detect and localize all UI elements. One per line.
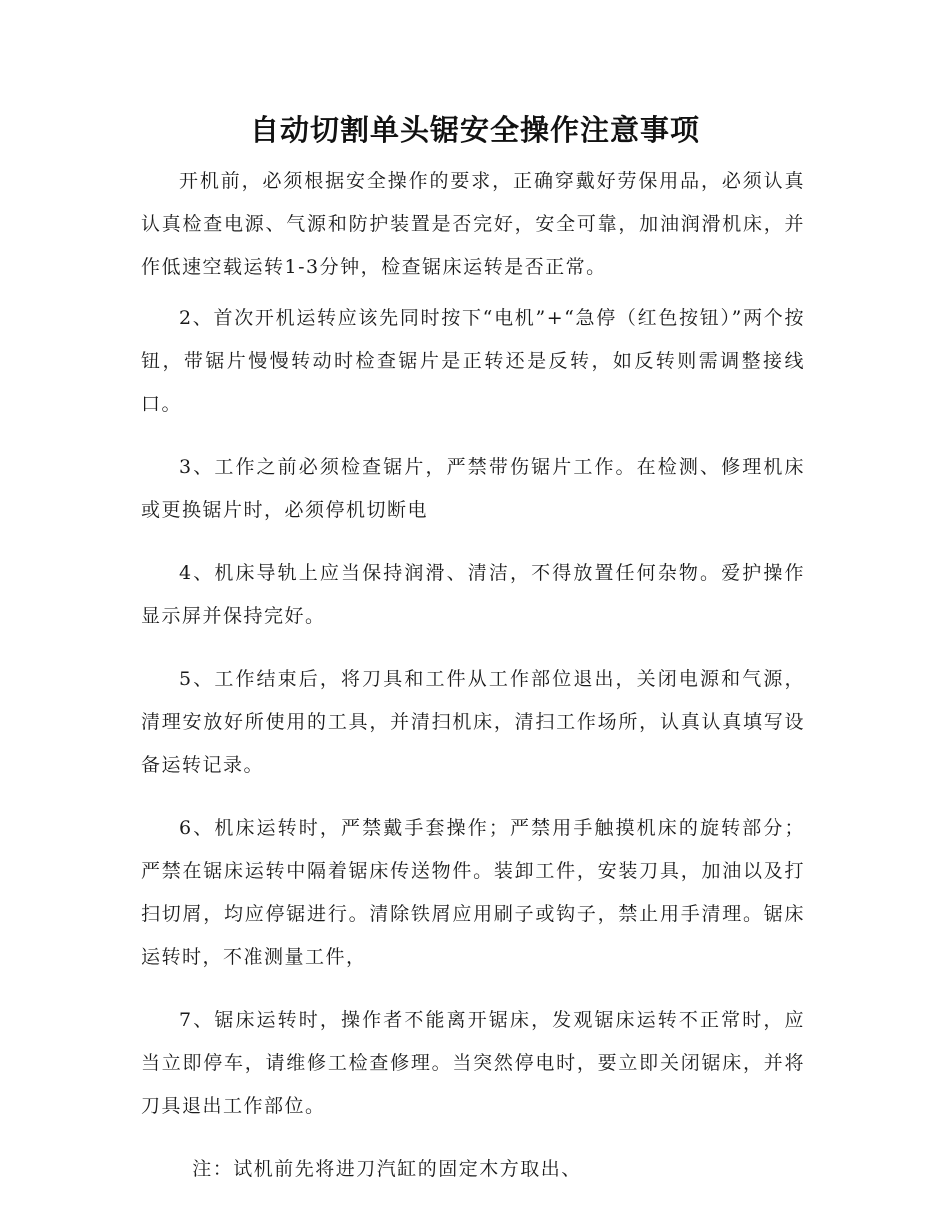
document-title: 自动切割单头锯安全操作注意事项 [249,113,700,147]
paragraph-7: 7、锯床运转时，操作者不能离开锯床，发观锯床运转不正常时，应当立即停车，请维修工检查修理。当突然停电时，要立即关闭锯床，并将刀具退出工作部位。 [141,1009,805,1117]
note-text: 注：试机前先将进刀汽缸的固定木方取出、 [192,1158,582,1180]
paragraph-6: 6、机床运转时，严禁戴手套操作；严禁用手触摸机床的旋转部分；严禁在锯床运转中隔着锯床传送物件。装卸工件，安装刀具，加油以及打扫切屑，均应停锯进行。清除铁屑应用刷子或钩子，禁止用手清理。锯床运转时，不准测量工件， [141,817,805,968]
paragraph-intro: 开机前，必须根据安全操作的要求，正确穿戴好劳保用品，必须认真认真检查电源、气源和防护装置是否完好，安全可靠，加油润滑机床，并作低速空载运转1-3分钟，检查锯床运转是否正常。 [141,170,805,278]
paragraph-3: 3、工作之前必须检查锯片，严禁带伤锯片工作。在检测、修理机床或更换锯片时，必须停机切断电 [141,456,805,521]
paragraph-5: 5、工作结束后，将刀具和工件从工作部位退出，关闭电源和气源，清理安放好所使用的工具，并清扫机床，清扫工作场所，认真认真填写设备运转记录。 [141,668,805,776]
document-body [141,160,805,1211]
paragraph-2: 2、首次开机运转应该先同时按下“电机”+“急停（红色按钮）”两个按钮，带锯片慢慢转动时检查锯片是正转还是反转，如反转则需调整接线口。 [141,307,805,415]
paragraph-4: 4、机床导轨上应当保持润滑、清洁，不得放置任何杂物。爱护操作显示屏并保持完好。 [141,562,805,627]
